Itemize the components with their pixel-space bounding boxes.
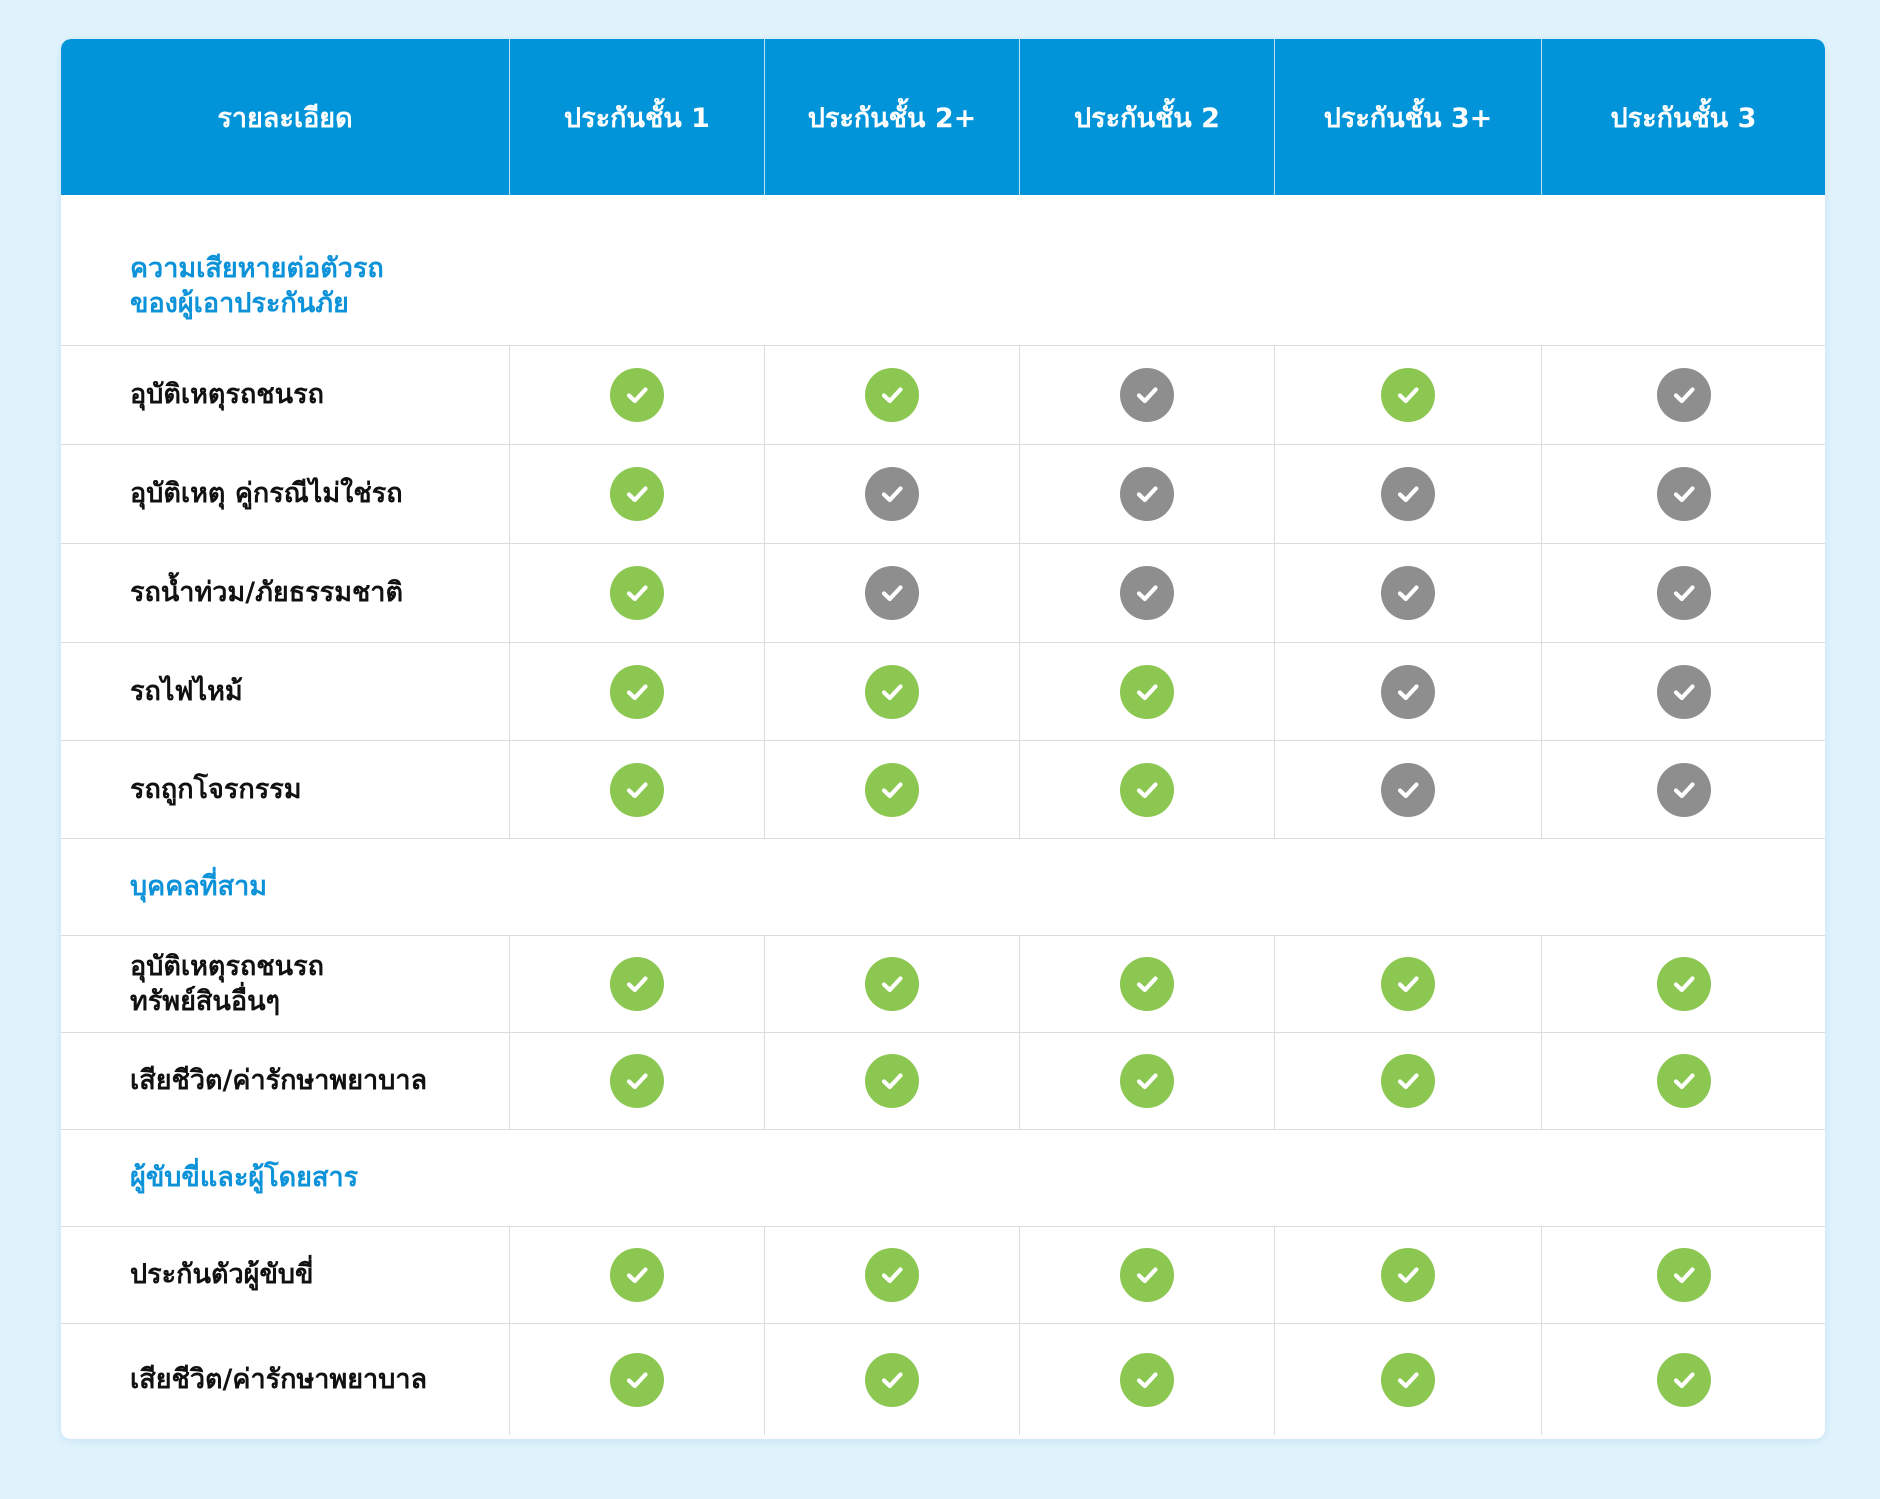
check-not-included-icon [1120, 368, 1174, 422]
coverage-cell-plan-2plus [764, 544, 1019, 642]
coverage-cell-plan-2plus [764, 445, 1019, 543]
check-included-icon [610, 1054, 664, 1108]
check-included-icon [1120, 1353, 1174, 1407]
header-plan-3: ประกันชั้น 3 [1541, 39, 1825, 195]
check-not-included-icon [1120, 467, 1174, 521]
check-included-icon [610, 467, 664, 521]
coverage-cell-plan-2plus [764, 643, 1019, 740]
check-included-icon [610, 566, 664, 620]
coverage-cell-plan-2plus [764, 1033, 1019, 1129]
coverage-cell-plan-3 [1541, 936, 1825, 1032]
check-included-icon [610, 1353, 664, 1407]
check-included-icon [1657, 957, 1711, 1011]
coverage-cell-plan-2 [1019, 1227, 1274, 1323]
table-row [61, 642, 1825, 740]
table-row [61, 1226, 1825, 1323]
coverage-cell-plan-3 [1541, 346, 1825, 444]
coverage-cell-plan-2 [1019, 643, 1274, 740]
coverage-cell-plan-3 [1541, 741, 1825, 838]
coverage-cell-plan-1 [509, 643, 764, 740]
row-label: อุบัติเหตุ คู่กรณีไม่ใช่รถ [130, 478, 403, 510]
check-included-icon [1120, 1054, 1174, 1108]
coverage-cell-plan-3 [1541, 544, 1825, 642]
section-title: ผู้ขับขี่และผู้โดยสาร [130, 1162, 359, 1194]
section-title: บุคคลที่สาม [130, 871, 268, 903]
table-row [61, 740, 1825, 838]
check-not-included-icon [1120, 566, 1174, 620]
check-included-icon [610, 1248, 664, 1302]
check-included-icon [1120, 665, 1174, 719]
check-included-icon [1657, 1248, 1711, 1302]
check-included-icon [1381, 1054, 1435, 1108]
header-plan-2: ประกันชั้น 2 [1019, 39, 1274, 195]
row-label: ประกันตัวผู้ขับขี่ [130, 1259, 314, 1291]
check-included-icon [865, 665, 919, 719]
row-label: อุบัติเหตุรถชนรถ ทรัพย์สินอื่นๆ [130, 950, 324, 1017]
row-label: เสียชีวิต/ค่ารักษาพยาบาล [130, 1065, 428, 1097]
check-included-icon [865, 1248, 919, 1302]
coverage-cell-plan-2 [1019, 544, 1274, 642]
coverage-cell-plan-2 [1019, 1324, 1274, 1435]
check-not-included-icon [1381, 566, 1435, 620]
check-included-icon [1120, 957, 1174, 1011]
check-included-icon [610, 368, 664, 422]
header-plan-1: ประกันชั้น 1 [509, 39, 764, 195]
coverage-cell-plan-3 [1541, 445, 1825, 543]
check-not-included-icon [865, 467, 919, 521]
row-label: รถถูกโจรกรรม [130, 773, 302, 805]
coverage-cell-plan-2 [1019, 741, 1274, 838]
check-included-icon [1381, 957, 1435, 1011]
check-included-icon [1120, 1248, 1174, 1302]
table-row [61, 444, 1825, 543]
coverage-cell-plan-3plus [1274, 741, 1541, 838]
check-included-icon [1120, 763, 1174, 817]
coverage-cell-plan-3 [1541, 1227, 1825, 1323]
check-not-included-icon [1381, 665, 1435, 719]
coverage-cell-plan-1 [509, 1324, 764, 1435]
section-row [61, 195, 1825, 345]
coverage-cell-plan-1 [509, 346, 764, 444]
header-detail: รายละเอียด [217, 102, 353, 134]
coverage-comparison-table [61, 39, 1825, 1439]
coverage-cell-plan-3plus [1274, 1324, 1541, 1435]
table-header [61, 39, 1825, 195]
check-included-icon [610, 763, 664, 817]
check-included-icon [865, 1353, 919, 1407]
coverage-cell-plan-3plus [1274, 346, 1541, 444]
check-not-included-icon [1657, 763, 1711, 817]
table-row [61, 935, 1825, 1032]
check-included-icon [865, 957, 919, 1011]
row-label: รถไฟไหม้ [130, 675, 243, 707]
check-not-included-icon [1657, 665, 1711, 719]
coverage-cell-plan-2 [1019, 936, 1274, 1032]
section-title: ความเสียหายต่อตัวรถ ของผู้เอาประกันภัย [130, 252, 384, 319]
check-included-icon [865, 368, 919, 422]
coverage-cell-plan-3 [1541, 643, 1825, 740]
coverage-cell-plan-2plus [764, 346, 1019, 444]
check-included-icon [1381, 1353, 1435, 1407]
check-not-included-icon [1657, 368, 1711, 422]
row-label: รถน้ำท่วม/ภัยธรรมชาติ [130, 577, 404, 609]
check-included-icon [1657, 1353, 1711, 1407]
coverage-cell-plan-3 [1541, 1033, 1825, 1129]
table-row [61, 1032, 1825, 1129]
check-not-included-icon [1657, 566, 1711, 620]
check-included-icon [865, 763, 919, 817]
check-included-icon [610, 665, 664, 719]
coverage-cell-plan-3plus [1274, 1033, 1541, 1129]
section-row [61, 838, 1825, 935]
table-row [61, 345, 1825, 444]
coverage-cell-plan-3plus [1274, 1227, 1541, 1323]
coverage-cell-plan-3plus [1274, 445, 1541, 543]
check-included-icon [865, 1054, 919, 1108]
check-included-icon [1381, 1248, 1435, 1302]
coverage-cell-plan-1 [509, 741, 764, 838]
section-row [61, 1129, 1825, 1226]
coverage-cell-plan-1 [509, 1033, 764, 1129]
check-included-icon [1381, 368, 1435, 422]
table-row [61, 1323, 1825, 1435]
coverage-cell-plan-2plus [764, 1227, 1019, 1323]
coverage-cell-plan-3plus [1274, 544, 1541, 642]
header-plan-3plus: ประกันชั้น 3+ [1274, 39, 1541, 195]
coverage-cell-plan-3plus [1274, 936, 1541, 1032]
coverage-cell-plan-2 [1019, 445, 1274, 543]
coverage-cell-plan-1 [509, 936, 764, 1032]
check-not-included-icon [1381, 763, 1435, 817]
coverage-cell-plan-1 [509, 445, 764, 543]
coverage-cell-plan-2 [1019, 346, 1274, 444]
coverage-cell-plan-3 [1541, 1324, 1825, 1435]
check-included-icon [1657, 1054, 1711, 1108]
check-not-included-icon [1381, 467, 1435, 521]
coverage-cell-plan-2plus [764, 936, 1019, 1032]
check-not-included-icon [865, 566, 919, 620]
coverage-cell-plan-2plus [764, 741, 1019, 838]
table-row [61, 543, 1825, 642]
coverage-cell-plan-2plus [764, 1324, 1019, 1435]
coverage-cell-plan-3plus [1274, 643, 1541, 740]
coverage-cell-plan-1 [509, 1227, 764, 1323]
coverage-cell-plan-2 [1019, 1033, 1274, 1129]
header-plan-2plus: ประกันชั้น 2+ [764, 39, 1019, 195]
row-label: อุบัติเหตุรถชนรถ [130, 379, 324, 411]
row-label: เสียชีวิต/ค่ารักษาพยาบาล [130, 1363, 428, 1395]
check-not-included-icon [1657, 467, 1711, 521]
coverage-cell-plan-1 [509, 544, 764, 642]
check-included-icon [610, 957, 664, 1011]
